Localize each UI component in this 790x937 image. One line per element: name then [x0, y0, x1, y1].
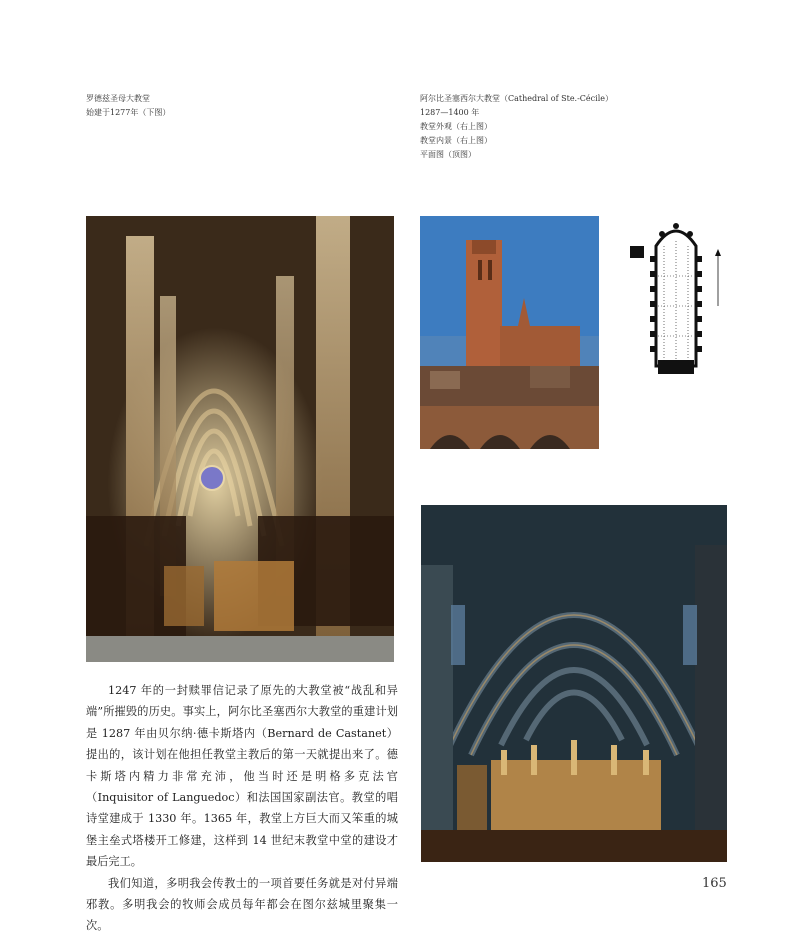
caption-albi-plan: 平面图（顶图） — [420, 150, 476, 159]
albi-floor-plan — [628, 216, 724, 378]
body-paragraph-2: 我们知道，多明我会传教士的一项首要任务就是对付异端邪教。多明我会的牧师会成员每年都会在图尔兹城里聚集一次。 — [86, 876, 398, 933]
caption-albi-title: 阿尔比圣塞西尔大教堂（Cathedral of Ste.-Cécile） — [420, 94, 613, 103]
caption-albi-exterior: 教堂外观（右上图） — [420, 122, 492, 131]
body-paragraph-1: 1247 年的一封赎罪信记录了原先的大教堂被“战乱和异端”所摧毁的历史。事实上，阿尔比圣塞西尔大教堂的重建计划是 1287 年由贝尔纳·德卡斯塔内（Bernard de Castanet）提出的，该计划在他担任教堂主教后的第一天就提出来了。德卡斯塔内精力非常充沛，他当时还是明格多克法官（Inquisitor of Languedoc）和法国国家副法官。教堂的唱诗堂建成于 1330 年。1365 年，教堂上方巨大而又笨重的城堡主垒式塔楼开工修建，这样到 14 世纪末教堂中堂的建设才最后完工。 — [86, 684, 398, 869]
albi-exterior-illustration — [420, 216, 599, 449]
caption-albi-date: 1287—1400 年 — [420, 108, 480, 117]
page-number: 165 — [702, 876, 727, 891]
caption-rodez-title: 罗德兹圣母大教堂 — [86, 94, 150, 103]
caption-albi-interior: 教堂内景（右上图） — [420, 136, 492, 145]
albi-interior-photo — [421, 505, 727, 862]
rodez-nave-photo — [86, 216, 394, 662]
caption-rodez-date: 始建于1277年（下图） — [86, 108, 171, 117]
albi-exterior-photo — [420, 216, 599, 449]
caption-rodez — [86, 92, 170, 120]
caption-albi — [420, 92, 613, 162]
albi-interior-illustration — [421, 505, 727, 862]
body-text — [86, 680, 398, 937]
rodez-nave-illustration — [86, 216, 394, 662]
